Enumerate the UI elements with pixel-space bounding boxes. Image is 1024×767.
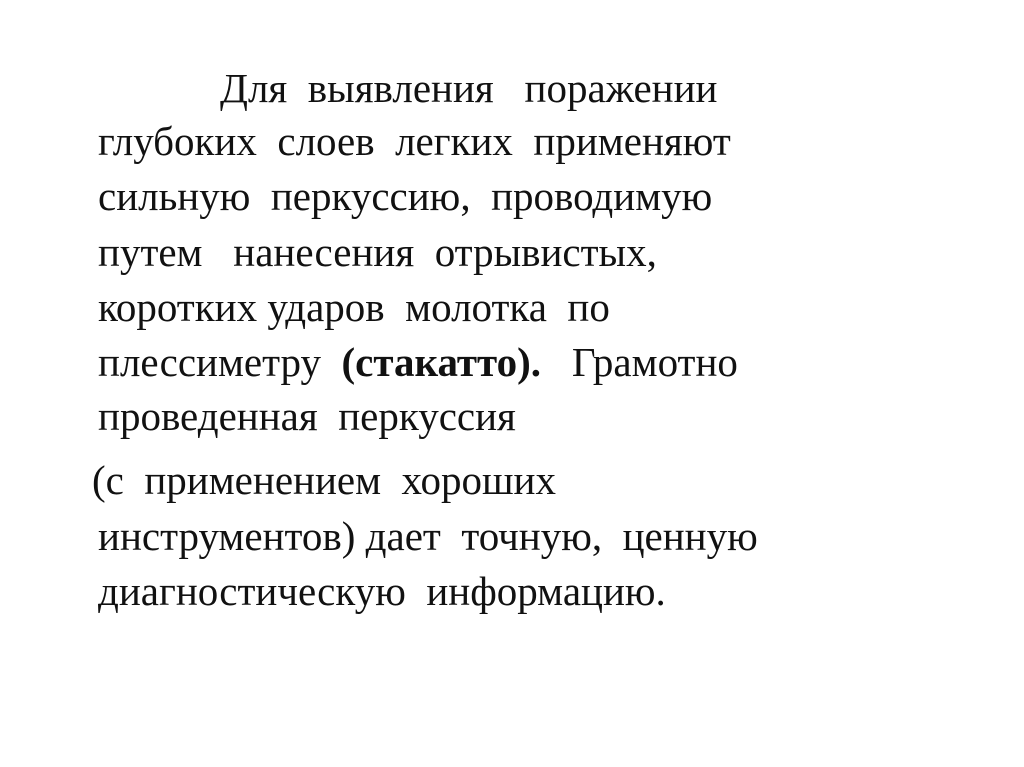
paragraph1-line6 (98, 336, 738, 388)
line6-start-text: плессиметру (98, 339, 342, 385)
paragraph2-line3: диагностическую информацию. (98, 568, 666, 614)
paragraph2-line2: инструментов) дает точную, ценную (98, 513, 758, 559)
staccato-bold-text: (стакатто). (341, 339, 542, 385)
paragraph1-line4: путем нанесения отрывистых, (98, 229, 657, 275)
paragraph1-line5: коротких ударов молотка по (98, 284, 610, 330)
paragraph1-line2: глубоких слоев легких применяют (98, 118, 731, 164)
paragraph1-line3: сильную перкуссию, проводимую (98, 173, 713, 219)
paragraph1-line1: Для выявления поражении (220, 65, 718, 111)
paragraph2-line1: (с применением хороших (92, 457, 556, 503)
paragraph1-line7: проведенная перкуссия (98, 393, 516, 439)
line6-end-text: Грамотно (541, 339, 738, 385)
